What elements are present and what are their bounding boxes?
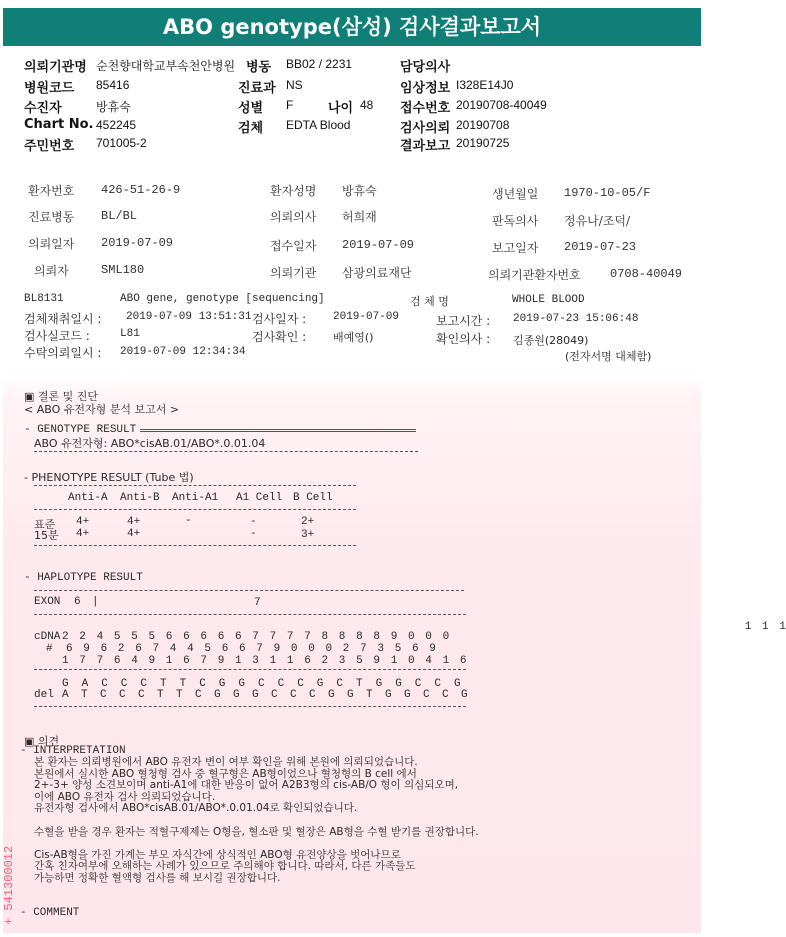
value: 20190708	[456, 118, 510, 132]
seq-cell: 9	[429, 643, 436, 655]
seq-cell: C	[309, 689, 316, 701]
receive: 2019-07-09 12:34:34	[120, 346, 246, 358]
collect-label: 검체채취일시 :	[24, 312, 102, 326]
seq-cell: A	[81, 678, 89, 690]
label: Chart No.	[24, 117, 94, 132]
patient-no: 426-51-26-9	[101, 183, 181, 197]
exon6: 6	[74, 596, 81, 608]
divider	[34, 451, 418, 452]
req-doctor-label: 의뢰의사	[270, 210, 317, 224]
seq-cell: T	[356, 678, 363, 690]
seq-cell: 1	[762, 621, 769, 633]
req-org-pt-label: 의뢰기관환자번호	[488, 268, 581, 282]
seq-cell: C	[195, 689, 202, 701]
divider	[140, 429, 416, 432]
del-label: del	[34, 689, 54, 701]
seq-cell: 6	[304, 655, 311, 667]
seq-cell: 1	[442, 655, 450, 667]
value: BB02 / 2231	[286, 57, 353, 71]
seq-cell: 7	[96, 655, 104, 667]
interpretation-line: 가능하면 정확한 혈액형 검사를 해 보시길 권장합니다.	[34, 871, 281, 884]
clinical-info	[400, 77, 580, 96]
result-heading: ▣ 결론 및 진단	[24, 390, 99, 403]
seq-cell: T	[157, 689, 164, 701]
seq-cell: G	[238, 678, 245, 690]
recv-date: 2019-07-09	[342, 238, 415, 252]
pheno-row-label: 15분	[34, 529, 59, 542]
seq-cell: C	[140, 678, 147, 690]
divider	[34, 614, 466, 615]
report-date-label: 보고일자	[492, 241, 539, 255]
seq-cell: 5	[113, 631, 121, 643]
divider	[34, 669, 466, 670]
haplotype-title: - HAPLOTYPE RESULT	[24, 572, 143, 584]
seq-cell: 9	[373, 655, 380, 667]
label: 임상정보	[400, 81, 451, 96]
seq-cell: G	[233, 689, 240, 701]
seq-cell: 1	[165, 655, 173, 667]
seq-cell: A	[62, 689, 69, 701]
exon-label: EXON	[34, 596, 61, 608]
seq-cell: C	[100, 689, 107, 701]
seq-cell: G	[62, 678, 69, 690]
confirm-label: 검사확인 :	[252, 330, 307, 344]
seq-cell: 4	[96, 631, 104, 643]
seq-cell: 1	[744, 621, 752, 633]
scan-report-date: 2019-07-23	[564, 240, 637, 254]
pheno-header: Anti-A1	[172, 492, 219, 504]
seq-cell: 9	[390, 631, 398, 643]
seq-cell: 8	[338, 631, 346, 643]
collect: 2019-07-09 13:51:31	[126, 311, 252, 323]
confirm: 배예영()	[333, 331, 374, 344]
seq-cell: 1	[269, 655, 277, 667]
value: F	[286, 98, 294, 112]
report-heading: < ABO 유전자형 분석 보고서 >	[24, 403, 180, 416]
seq-cell: 6	[66, 643, 73, 655]
genotype-title: - GENOTYPE RESULT	[24, 424, 137, 436]
pheno-header: B Cell	[293, 492, 333, 504]
seq-cell: C	[119, 689, 126, 701]
interpretation-line: 수혈을 받을 경우 환자는 적혈구제제는 O형을, 혈소판 및 혈장은 AB형을 수혈 받기를 권장합니다.	[34, 825, 479, 838]
seq-cell: 3	[252, 655, 259, 667]
lab-code-label: 검사실코드 :	[24, 329, 90, 343]
seq-cell: G	[385, 689, 392, 701]
seq-cell: C	[290, 689, 297, 701]
seq-cell: 6	[135, 643, 142, 655]
pheno-cell: 2+	[301, 516, 315, 528]
label: 병원코드	[24, 81, 75, 96]
seq-cell: 7	[252, 631, 259, 643]
seq-cell: C	[414, 678, 422, 690]
seq-cell: 6	[221, 643, 229, 655]
seq-cell: G	[395, 678, 402, 690]
confirm-doc-label: 확인의사 :	[436, 332, 491, 346]
value: 48	[360, 98, 374, 112]
seq-cell: C	[120, 678, 128, 690]
seq-cell: 6	[100, 643, 108, 655]
seq-cell: 5	[394, 643, 402, 655]
seq-cell: C	[138, 689, 145, 701]
interpretation-text	[34, 757, 654, 897]
interpretation-line: 간혹 친자여부에 오해하는 사례가 있으므로 주의해야 합니다. 따라서, 다른 가족들도	[34, 860, 416, 873]
divider	[34, 509, 356, 510]
req-org: 삼광의료재단	[342, 266, 412, 280]
interpretation-line: 유전자형 검사에서 ABO*cisAB.01/ABO*.0.01.04로 확인되었습니다.	[34, 802, 358, 815]
pheno-header: Anti-A	[68, 492, 108, 504]
patient-name-label: 환자성명	[270, 184, 317, 198]
confirm-doc: 김종원(28049)	[513, 334, 589, 347]
value: 방휴숙	[96, 100, 131, 114]
seq-cell: 0	[325, 643, 333, 655]
reader: 정유나/조덕/	[564, 214, 631, 228]
pheno-header: Anti-B	[120, 492, 160, 504]
department	[238, 77, 358, 96]
label: 검사의뢰	[400, 121, 451, 136]
seq-cell: 9	[273, 643, 281, 655]
test-code: BL8131	[24, 293, 64, 305]
pheno-row-label: 표준	[34, 518, 56, 531]
value: 452245	[96, 118, 137, 132]
seq-cell: T	[176, 689, 183, 701]
hash-label: #	[46, 643, 53, 655]
seq-cell: C	[336, 678, 343, 690]
request-date	[400, 117, 550, 136]
seq-cell: C	[101, 678, 108, 690]
seq-cell: 0	[308, 643, 315, 655]
seq-cell: 7	[269, 631, 277, 643]
seq-cell: 6	[239, 643, 246, 655]
seq-cell: 6	[200, 631, 207, 643]
seq-cell: 7	[304, 631, 311, 643]
req-org-pt: 0708-40049	[610, 267, 683, 281]
pheno-cell: -	[250, 516, 257, 528]
specimen-name-label: 검 체 명	[410, 295, 449, 308]
seq-cell: 1	[235, 655, 242, 667]
seq-cell: 0	[425, 631, 432, 643]
seq-cell: 6	[412, 643, 419, 655]
requester-label: 의뢰자	[34, 264, 69, 278]
seq-cell: T	[81, 689, 88, 701]
seq-cell: 7	[256, 643, 263, 655]
seq-cell: G	[252, 689, 259, 701]
label: 의뢰기관명	[24, 60, 87, 75]
seq-cell: 9	[83, 643, 90, 655]
req-doctor: 허희재	[342, 210, 377, 224]
side-number: + 541300012	[2, 845, 16, 925]
label: 담당의사	[400, 60, 451, 75]
interpretation-title: - INTERPRETATION	[20, 745, 126, 757]
seq-cell: 9	[148, 655, 156, 667]
hospital-code	[24, 77, 184, 96]
seq-cell: 2	[342, 643, 350, 655]
seq-cell: C	[434, 678, 441, 690]
pheno-header: A1 Cell	[236, 492, 283, 504]
specimen-name: WHOLE BLOOD	[512, 294, 585, 306]
seq-cell: 1	[779, 621, 786, 633]
seq-cell: 8	[373, 631, 380, 643]
ward-value: BL/BL	[101, 209, 138, 223]
divider	[34, 485, 356, 486]
pheno-cell: 4+	[127, 516, 141, 528]
seq-cell: G	[375, 678, 383, 690]
seq-cell: T	[160, 678, 167, 690]
seq-cell: 4	[187, 643, 194, 655]
seq-cell: 4	[425, 655, 432, 667]
seq-cell: 6	[113, 655, 121, 667]
value: EDTA Blood	[286, 118, 351, 132]
pheno-cell: -	[250, 528, 257, 540]
cdna-label: cDNA	[34, 631, 61, 643]
divider	[34, 545, 356, 546]
label: 수진자	[24, 101, 62, 116]
label: 성별	[238, 101, 264, 116]
examinee	[24, 97, 184, 116]
seq-cell: 0	[442, 631, 450, 643]
label: 나이	[328, 101, 354, 116]
seq-cell: C	[271, 689, 278, 701]
report-time-label: 보고시간 :	[436, 314, 491, 328]
seq-cell: 6	[235, 631, 242, 643]
receipt-number	[400, 97, 580, 116]
value: I328E14J0	[456, 78, 514, 92]
divider	[34, 590, 464, 591]
exon7: 7	[254, 597, 261, 609]
pheno-cell: 4+	[127, 528, 141, 540]
esign-note: (전자서명 대체함)	[565, 350, 652, 363]
seq-cell: 5	[148, 631, 156, 643]
seq-cell: G	[328, 689, 335, 701]
interpretation-line: 2+-3+ 양성 소견보이며 anti-A1에 대한 반응이 없어 A2B3형의 cis-AB/O 형이 의심되오며,	[34, 779, 459, 792]
seq-cell: C	[442, 689, 449, 701]
receive-label: 수탁의뢰일시 :	[24, 346, 102, 360]
seq-cell: 9	[217, 655, 225, 667]
seq-cell: 8	[321, 631, 329, 643]
requester: SML180	[101, 263, 145, 277]
label: 검체	[238, 121, 264, 136]
age	[328, 97, 388, 116]
seq-cell: C	[199, 678, 206, 690]
seq-cell: 6	[459, 655, 467, 667]
seq-cell: 7	[200, 655, 207, 667]
recv-date-label: 접수일자	[270, 239, 317, 253]
patient-name: 방휴숙	[342, 184, 377, 198]
seq-cell: G	[404, 689, 411, 701]
value: 85416	[96, 78, 130, 92]
seq-cell: 6	[217, 631, 225, 643]
value: 20190708-40049	[456, 98, 547, 112]
seq-cell: C	[277, 678, 285, 690]
divider	[34, 706, 466, 707]
pheno-cell: 4+	[76, 516, 90, 528]
ward	[246, 56, 386, 75]
value: NS	[286, 78, 303, 92]
seq-cell: T	[179, 678, 187, 690]
interpretation-line: 본 환자는 의뢰병원에서 ABO 유전자 변이 여부 확인을 위해 본원에 의뢰되었습니다.	[34, 756, 418, 768]
sex	[238, 97, 318, 116]
seq-cell: G	[461, 689, 468, 701]
seq-cell: 8	[356, 631, 363, 643]
seq-cell: 2	[62, 631, 69, 643]
interpretation-line: Cis-AB형을 가진 가계는 부모 자식간에 상식적인 ABO형 유전양상을 벗어나므로	[34, 848, 401, 861]
value: 701005-2	[96, 136, 147, 150]
pheno-cell: 3+	[301, 529, 315, 541]
seq-cell: 0	[408, 631, 415, 643]
seq-cell: 3	[377, 643, 384, 655]
dob-label: 생년월일	[492, 187, 539, 201]
seq-cell: 5	[356, 655, 363, 667]
seq-cell: 5	[204, 643, 211, 655]
comment-title: - COMMENT	[20, 907, 80, 919]
interpretation-line	[34, 815, 654, 827]
report-title: ABO genotype(삼성) 검사결과보고서	[3, 8, 701, 46]
req-date: 2019-07-09	[101, 236, 174, 250]
seq-cell: 6	[165, 631, 173, 643]
seq-cell: G	[214, 689, 221, 701]
seq-cell: 0	[408, 655, 415, 667]
test-date: 2019-07-09	[333, 311, 400, 323]
dob: 1970-10-05/F	[564, 186, 651, 200]
seq-cell: 6	[183, 631, 190, 643]
seq-cell: 7	[79, 655, 86, 667]
pheno-cell: 4+	[76, 528, 90, 540]
seq-cell: G	[218, 678, 226, 690]
seq-cell: 2	[321, 655, 329, 667]
reader-label: 판독의사	[492, 214, 539, 228]
value: 순천향대학교부속천안병원	[96, 59, 236, 73]
ward-label: 진료병동	[28, 210, 75, 224]
referring-hospital	[24, 56, 274, 75]
doctor	[400, 56, 550, 75]
patient-no-label: 환자번호	[28, 184, 75, 198]
seq-cell: 1	[62, 655, 69, 667]
seq-cell: G	[347, 689, 354, 701]
specimen	[238, 117, 388, 136]
chart-number	[24, 117, 184, 133]
label: 병동	[246, 60, 272, 75]
label: 진료과	[238, 81, 276, 96]
seq-cell: 7	[152, 643, 160, 655]
seq-cell: 2	[117, 643, 125, 655]
interpretation-line: 이에 ABO 유전자 검사 의뢰되었습니다.	[34, 790, 216, 803]
seq-cell: 4	[169, 643, 177, 655]
genotype-line: ABO 유전자형: ABO*cisAB.01/ABO*.0.01.04	[34, 437, 266, 450]
seq-cell: 1	[390, 655, 398, 667]
label: 주민번호	[24, 139, 75, 154]
seq-cell: C	[423, 689, 430, 701]
label: 결과보고	[400, 139, 451, 154]
seq-cell: 6	[183, 655, 190, 667]
seq-cell: C	[297, 678, 304, 690]
label: 접수번호	[400, 101, 451, 116]
seq-cell: T	[366, 689, 373, 701]
pheno-cell: -	[185, 515, 192, 527]
report-time: 2019-07-23 15:06:48	[513, 313, 639, 325]
seq-cell: 5	[131, 631, 138, 643]
seq-cell: 1	[286, 655, 294, 667]
interpretation-line: 본원에서 실시한 ABO 혈청형 검사 중 혈구형은 AB형이었으나 혈청형의 B cell 에서	[34, 767, 417, 780]
seq-cell: 7	[360, 643, 367, 655]
req-org-label: 의뢰기관	[270, 266, 317, 280]
req-date-label: 의뢰일자	[28, 237, 75, 251]
seq-cell: C	[258, 678, 265, 690]
report-date	[400, 135, 550, 154]
seq-cell: 0	[290, 643, 298, 655]
seq-cell: 2	[79, 631, 86, 643]
test-name: ABO gene, genotype [sequencing]	[120, 293, 325, 305]
resident-number	[24, 135, 184, 154]
seq-cell: G	[454, 678, 461, 690]
interpretation-line	[34, 838, 654, 850]
phenotype-title: - PHENOTYPE RESULT (Tube 법)	[24, 471, 194, 484]
seq-cell: 7	[286, 631, 294, 643]
test-date-label: 검사일자 :	[252, 312, 307, 326]
exon-separator: |	[92, 596, 99, 608]
seq-cell: G	[316, 678, 324, 690]
lab-code: L81	[120, 328, 140, 340]
seq-cell: 4	[131, 655, 138, 667]
opinion-heading: ▣ 의견	[24, 735, 60, 748]
seq-cell: 3	[338, 655, 346, 667]
value: 20190725	[456, 136, 510, 150]
